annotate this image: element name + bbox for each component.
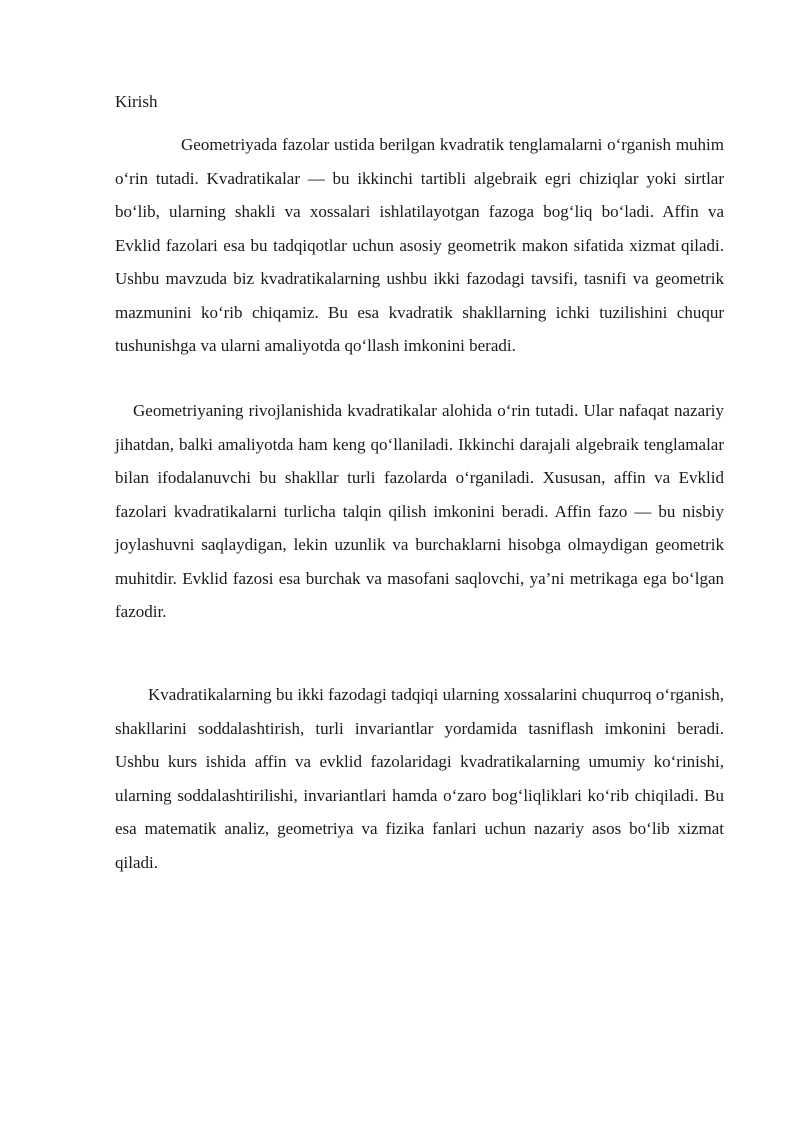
section-heading: Kirish bbox=[115, 92, 158, 111]
paragraph-introduction: Geometriyada fazolar ustida berilgan kvadratik tenglamalarni o‘rganish muhim o‘rin tutadi. Kvadratikalar — bu ikkinchi tartibli algebraik egri chiziqlar yoki sirtlar bo‘lib, ularning shakli va xossalari ishlatilayotgan fazoga bog‘liq bo‘ladi. Affin va Evklid fazolari esa bu tadqiqotlar uchun asosiy geometrik makon sifatida xizmat qiladi. Ushbu mavzuda biz kvadratikalarning ushbu ikki fazodagi tavsifi, tasnifi va geometrik mazmunini ko‘rib chiqamiz. Bu esa kvadratik shakllarning ichki tuzilishini chuqur tushunishga va ularni amaliyotda qo‘llash imkonini beradi. bbox=[115, 135, 724, 355]
paragraph-course-scope: Kvadratikalarning bu ikki fazodagi tadqiqi ularning xossalarini chuqurroq o‘rganish, shakllarini soddalashtirish, turli invariantlar yordamida tasniflash imkonini beradi. Ushbu kurs ishida affin va evklid fazolaridagi kvadratikalarning umumiy ko‘rinishi, ularning soddalashtirilishi, invariantlari hamda o‘zaro bog‘liqliklari ko‘rib chiqiladi. Bu esa matematik analiz, geometriya va fizika fanlari uchun nazariy asos bo‘lib xizmat qiladi. bbox=[115, 685, 724, 872]
paragraph-development: Geometriyaning rivojlanishida kvadratikalar alohida o‘rin tutadi. Ular nafaqat nazariy jihatdan, balki amaliyotda ham keng qo‘llaniladi. Ikkinchi darajali algebraik tenglamalar bilan ifodalanuvchi bu shakllar turli fazolarda o‘rganiladi. Xususan, affin va Evklid fazolari kvadratikalarni turlicha talqin qilish imkonini beradi. Affin fazo — bu nisbiy joylashuvni saqlaydigan, lekin uzunlik va burchaklarni hisobga olmaydigan geometrik muhitdir. Evklid fazosi esa burchak va masofani saqlovchi, ya’ni metrikaga ega bo‘lgan fazodir. bbox=[115, 401, 724, 621]
